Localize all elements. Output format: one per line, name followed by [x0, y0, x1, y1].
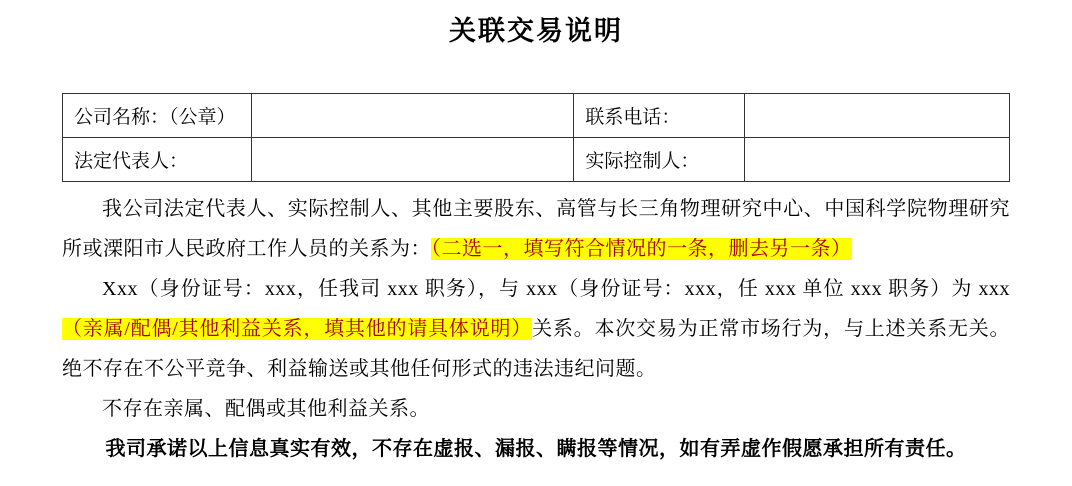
contact-phone-label: 联系电话： — [574, 94, 744, 138]
company-name-label: 公司名称：（公章） — [63, 94, 252, 138]
legal-representative-field[interactable] — [252, 138, 574, 182]
text-run: 关系。本次交易为正常市场行为，与上述关系无关。绝不存在不公平竞争、利益输送或其他任何形式的违法违纪问题。 — [62, 318, 1010, 380]
highlighted-instruction: （二选一，填写符合情况的一条，删去另一条） — [431, 238, 852, 260]
legal-representative-label: 法定代表人： — [63, 138, 252, 182]
text-run: 我公司法定代表人、实际控制人、其他主要股东、高管与长三角物理研究中心、中国科学院物理研究所或溧阳市人民政府工作人员的关系为： — [62, 198, 1010, 260]
promise-statement: 我司承诺以上信息真实有效，不存在虚报、漏报、瞒报等情况，如有弄虚作假愿承担所有责任。 — [105, 438, 967, 460]
company-name-field[interactable] — [252, 94, 574, 138]
text-run: 不存在亲属、配偶或其他利益关系。 — [102, 398, 430, 420]
actual-controller-label: 实际控制人： — [574, 138, 744, 182]
paragraphs — [62, 189, 1010, 429]
paragraph — [62, 189, 1010, 269]
highlighted-instruction: （亲属/配偶/其他利益关系，填其他的请具体说明） — [62, 318, 533, 340]
table-row-company — [63, 94, 1010, 138]
page-title: 关联交易说明 — [449, 16, 623, 46]
contact-phone-field[interactable] — [744, 94, 1009, 138]
actual-controller-field[interactable] — [744, 138, 1009, 182]
paragraph — [62, 269, 1010, 389]
text-run: Xxx（身份证号：xxx，任我司 xxx 职务），与 xxx（身份证号：xxx，任 xxx 单位 xxx 职务）为 xxx — [102, 278, 1010, 300]
table-row-representative — [63, 138, 1010, 182]
info-table — [62, 93, 1010, 182]
paragraph — [62, 389, 1010, 429]
